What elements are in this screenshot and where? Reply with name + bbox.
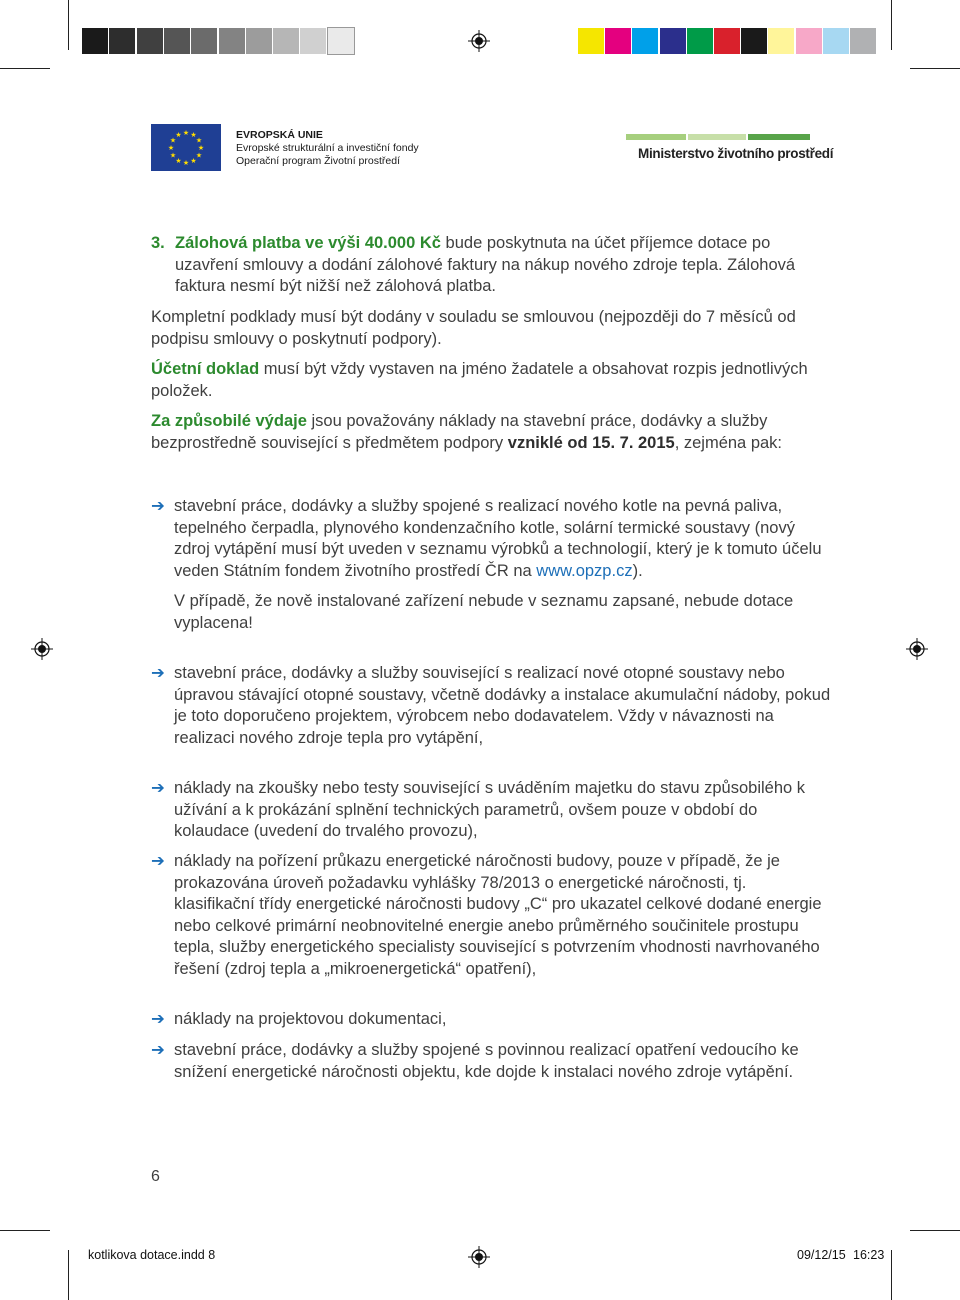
eu-title: EVROPSKÁ UNIE (236, 129, 323, 141)
ministry-logo-bars (626, 134, 810, 140)
page-number: 6 (151, 1168, 160, 1185)
gray-swatch (109, 28, 135, 54)
arrow-right-icon: ➔ (151, 779, 165, 797)
item-number: 3. (151, 234, 165, 252)
list-item (151, 496, 831, 634)
gray-swatch (164, 28, 190, 54)
list-item (151, 1040, 831, 1083)
list-item (151, 851, 831, 980)
svg-text:★: ★ (175, 157, 182, 165)
color-swatch (605, 28, 631, 54)
list-item-text: stavební práce, dodávky a služby související s realizací nové otopné soustavy nebo úpravou stávající otopné soustavy, včetně dodávky a instalace akumulační nádoby, pokud je toto doporučeno projektem, výrobcem nebo dodavatelem. Vždy v návaznosti na realizaci nového zdroje tepla pro vytápění, (174, 664, 831, 747)
color-swatch (796, 28, 822, 54)
list-item-text-end: ). (632, 561, 643, 580)
gray-swatch (273, 28, 299, 54)
zpusobile-vydaje-end: , zejména pak: (674, 433, 783, 452)
svg-text:★: ★ (190, 131, 197, 139)
svg-text:★: ★ (175, 131, 182, 139)
color-swatch (660, 28, 686, 54)
registration-mark-icon (468, 1246, 490, 1268)
advance-payment-text: bude poskytnuta na účet příjemce dotace po uzavření smlouvy a dodání zálohové faktury na nákup nového zdroje tepla. Zálohová faktura nesmí být nižší než zálohová platba. (175, 234, 796, 295)
color-swatch (741, 28, 767, 54)
warning-note: V případě, že nově instalované zařízení nebude v seznamu zapsané, nebude dotace vyplacena! (174, 592, 794, 632)
list-item-text: stavební práce, dodávky a služby spojené s povinnou realizací opatření vedoucího ke snížení energetické náročnosti objektu, kde dojde k instalaci nového zdroje vytápění. (174, 1041, 799, 1081)
zpusobile-vydaje-text: jsou považovány náklady na stavební práce, dodávky a služby bezprostředně související s předmětem podpory (151, 412, 768, 452)
svg-text:★: ★ (197, 144, 205, 152)
arrow-right-icon: ➔ (151, 1041, 165, 1059)
gray-swatch (300, 28, 326, 54)
podklady-paragraph: Kompletní podklady musí být dodány v souladu se smlouvou (nejpozději do 7 měsíců od podpisu smlouvy o poskytnutí podpory). (151, 308, 796, 348)
eu-stars-icon (151, 124, 221, 171)
svg-text:★: ★ (182, 159, 190, 167)
list-item-text: stavební práce, dodávky a služby spojené s realizací nového kotle na pevná paliva, tepelného čerpadla, plynového kondenzačního kotle, solární termické soustavy (nový zdroj vytápění musí být uveden v seznamu výrobků a technologií, který je k tomuto účelu veden Státním fondem životního prostředí ČR na (174, 497, 822, 580)
eu-program: Operační program Životní prostředí (236, 155, 400, 167)
arrow-right-icon: ➔ (151, 664, 165, 682)
list-item-text: náklady na projektovou dokumentaci, (174, 1010, 447, 1028)
crop-mark (891, 1250, 892, 1300)
list-item (151, 663, 831, 749)
ucetni-doklad-paragraph (151, 359, 811, 402)
svg-text:★: ★ (195, 151, 203, 160)
svg-text:★: ★ (169, 136, 177, 145)
arrow-right-icon: ➔ (151, 497, 165, 515)
crop-mark (910, 68, 960, 69)
zpusobile-vydaje-highlight: Za způsobilé výdaje (151, 412, 307, 430)
gray-swatch (137, 28, 163, 54)
gray-swatch (82, 28, 108, 54)
gray-swatch (219, 28, 245, 54)
crop-mark (0, 68, 50, 69)
crop-mark (891, 0, 892, 50)
crop-mark (0, 1230, 50, 1231)
footer-time: 16:23 (853, 1248, 885, 1262)
svg-text:★: ★ (190, 157, 197, 165)
ucetni-doklad-text: musí být vždy vystaven na jméno žadatele a obsahovat rozpis jednotlivých položek. (151, 360, 808, 400)
color-swatch (632, 28, 658, 54)
registration-mark-icon (31, 638, 53, 660)
crop-mark (68, 0, 69, 50)
list-item (151, 778, 831, 843)
svg-text:★: ★ (195, 136, 203, 145)
date-highlight: vzniklé od 15. 7. 2015 (507, 433, 675, 452)
svg-text:★: ★ (167, 144, 175, 152)
svg-text:★: ★ (182, 129, 190, 137)
eu-logo-text (236, 129, 419, 168)
registration-mark-icon (906, 638, 928, 660)
svg-text:★: ★ (169, 151, 177, 160)
advance-payment-highlight: Zálohová platba ve výši 40.000 Kč (175, 234, 441, 252)
registration-mark-icon (468, 30, 490, 52)
crop-mark (68, 1250, 69, 1300)
color-swatch (768, 28, 794, 54)
arrow-right-icon: ➔ (151, 1010, 165, 1028)
crop-mark (910, 1230, 960, 1231)
ministry-logo-text: Ministerstvo životního prostředí (638, 146, 834, 161)
color-swatch (687, 28, 713, 54)
opzp-link[interactable]: www.opzp.cz (536, 561, 633, 580)
gray-swatch (328, 28, 354, 54)
footer-filename: kotlikova dotace.indd 8 (88, 1248, 216, 1262)
zpusobile-vydaje-paragraph (151, 411, 816, 454)
list-item-text: náklady na pořízení průkazu energetické náročnosti budovy, pouze v případě, že je prokazována úroveň požadavku vyhlášky 78/2013 o energetické náročnosti, tj. klasifikační třídy energetické náročnosti budovy „C“ pro ukazatel celkové dodané energie nebo celkové primární neobnovitelné energie anebo průměrného součinitele prostupu tepla, služby energetického specialisty související s potvrzením vhodnosti navrhovaného řešení (zdroj tepla a „mikroenergetická“ opatření), (174, 852, 822, 978)
ucetni-doklad-highlight: Účetní doklad (151, 360, 260, 378)
zalohova-platba-paragraph (151, 233, 815, 298)
color-swatch (578, 28, 604, 54)
gray-swatch (191, 28, 217, 54)
color-swatch (850, 28, 876, 54)
eu-subtitle: Evropské strukturální a investiční fondy (236, 142, 419, 154)
list-item-text: náklady na zkoušky nebo testy související s uváděním majetku do stavu způsobilého k užívání a k prokázání splnění technických parametrů, ovšem pouze v období do kolaudace (uvedení do trvalého provozu), (174, 779, 806, 840)
eu-flag-logo (151, 124, 221, 171)
arrow-right-icon: ➔ (151, 852, 165, 870)
color-swatch (823, 28, 849, 54)
footer-date: 09/12/15 (797, 1248, 846, 1262)
list-item (151, 1009, 831, 1031)
gray-swatch (246, 28, 272, 54)
color-swatch (714, 28, 740, 54)
